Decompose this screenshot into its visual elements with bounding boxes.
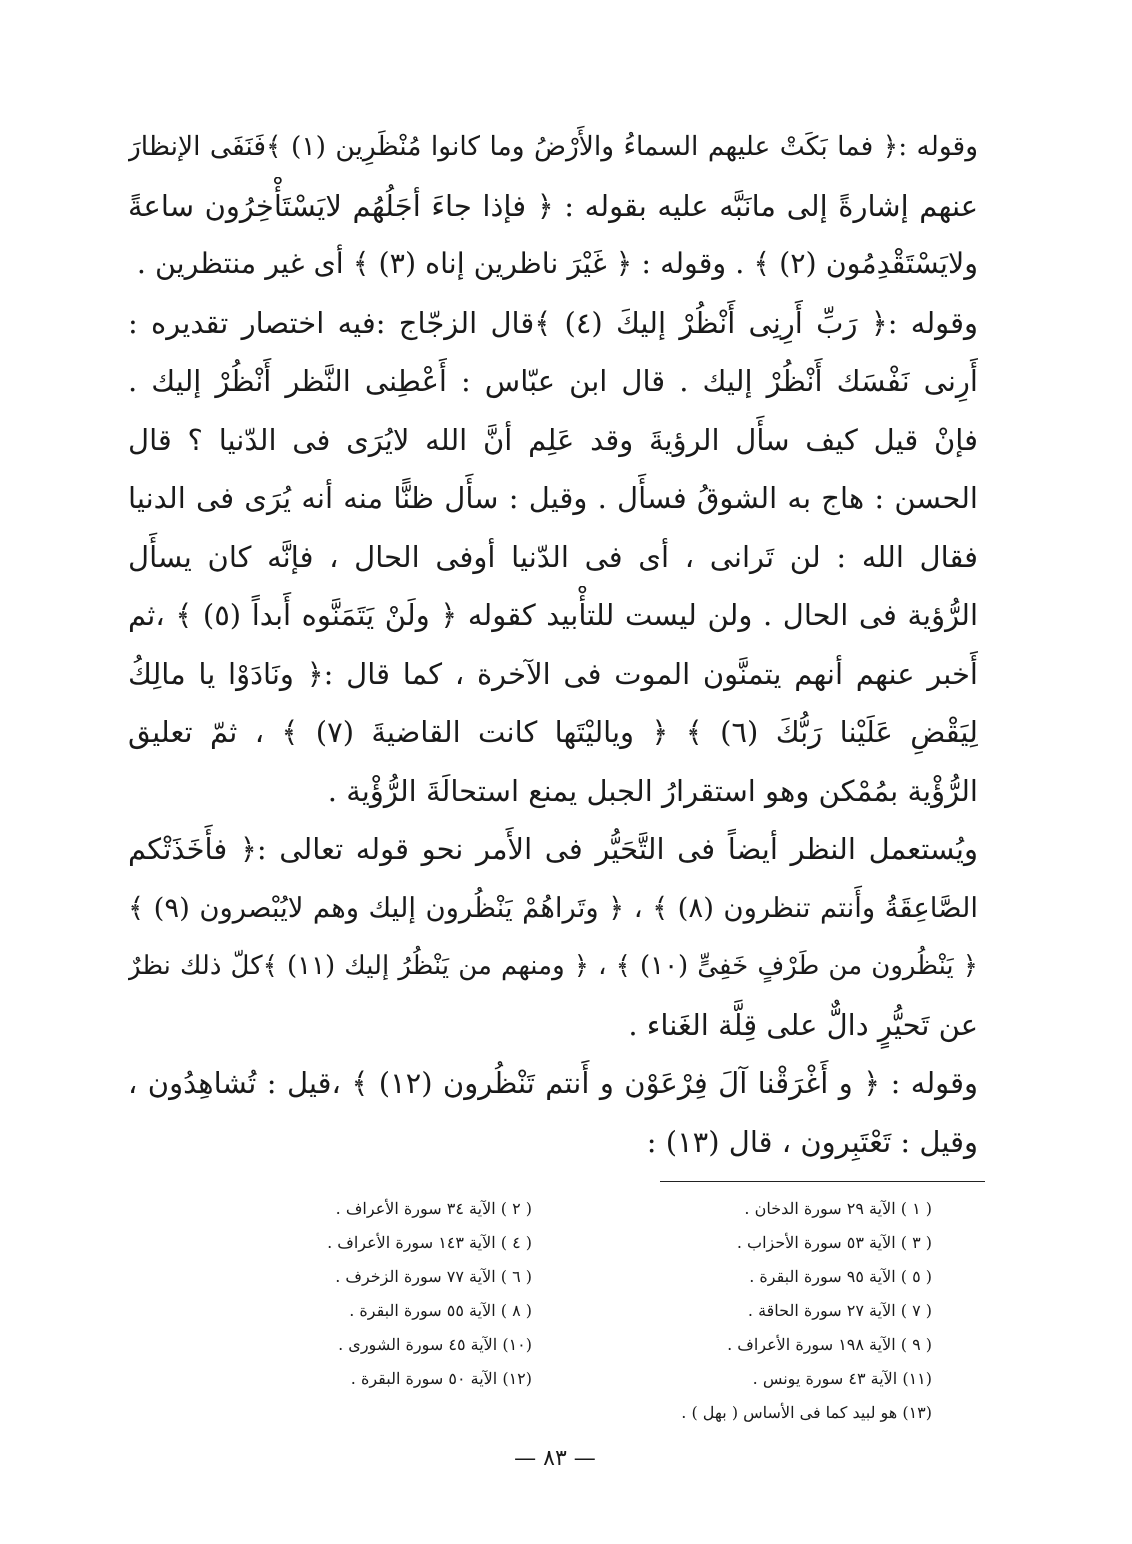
footnote-6: ( ٦ ) الآية ٧٧ سورة الزخرف . (335, 1267, 532, 1286)
text-line-12: الرُّؤْية بمُمْكن وهو استقرارُ الجبل يمنع استحالَةَ الرُّؤْية . (327, 773, 978, 808)
text-line-10: أَخبر عنهم أنهم يتمنَّون الموت فى الآخرة ، كما قال :﴿ ونَادَوْا يا مالِكُ (128, 656, 978, 691)
text-line-17: وقوله : ﴿ و أَغْرَقْنا آلَ فِرْعَوْن و أَنتم تَنْظُرون (١٢) ﴾ ،قيل : تُشاهِدُون ، (128, 1066, 978, 1100)
footnote-2: ( ٢ ) الآية ٣٤ سورة الأعراف . (335, 1199, 532, 1218)
text-line-9: الرُّؤية فى الحال . ولن ليست للتأْبيد كقوله ﴿ ولَنْ يَتَمَنَّوه أَبداً (٥) ﴾ ،ثم (128, 598, 978, 632)
text-line-1: وقوله :﴿ فما بَكَتْ عليهم السماءُ والأَرْضُ وما كانوا مُنْظَرِين (١) ﴾فَنَفَى الإنظارَ (128, 131, 978, 162)
footnote-11: (١١) الآية ٤٣ سورة يونس . (752, 1369, 932, 1388)
text-line-2: عنهم إشارةً إلى مانَبَّه عليه بقوله : ﴿ فإذا جاءَ أجَلُهُم لايَسْتَأْخِرُون ساعةً (128, 188, 978, 223)
footnotes-left-column (250, 1192, 532, 1396)
footnote-9: ( ٩ ) الآية ١٩٨ سورة الأعراف . (727, 1335, 932, 1354)
footnote-1: ( ١ ) الآية ٢٩ سورة الدخان . (744, 1199, 932, 1218)
text-line-6: فإنْ قيل كيف سأَل الرؤيةَ وقد عَلِم أنَّ الله لايُرَى فى الدّنيا ؟ قال (128, 422, 978, 457)
page-number: — ٨٣ — (514, 1446, 596, 1471)
footnotes-right-column (600, 1192, 932, 1430)
text-line-5: أَرِنى نَفْسَك أَنْظُرْ إليك . قال ابن عبّاس : أَعْطِنى النَّظر أَنْظُرْ إليك . (128, 364, 978, 398)
footnote-divider (660, 1181, 985, 1182)
text-line-13: ويُستعمل النظر أيضاً فى التَّحَيُّر فى الأَمر نحو قوله تعالى :﴿ فأَخَذَتْكم (128, 832, 978, 866)
footnote-10: (١٠) الآية ٤٥ سورة الشورى . (338, 1335, 532, 1354)
text-line-18: وقيل : تَعْتَبِرون ، قال (١٣) : (646, 1124, 978, 1159)
main-text (128, 118, 978, 1171)
footnote-5: ( ٥ ) الآية ٩٥ سورة البقرة . (749, 1267, 932, 1286)
footnote-4: ( ٤ ) الآية ١٤٣ سورة الأعراف . (327, 1233, 532, 1252)
text-line-7: الحسن : هاج به الشوقُ فسأَل . وقيل : سأَل ظنًّا منه أنه يُرَى فى الدنيا (128, 481, 978, 515)
footnote-12: (١٢) الآية ٥٠ سورة البقرة . (350, 1369, 532, 1388)
text-line-15: ﴿ يَنْظُرون من طَرْفٍ خَفِىٍّ (١٠) ﴾ ، ﴿ ومنهم من يَنْظُرُ إليك (١١) ﴾كلّ ذلك نظرٌ (128, 951, 978, 981)
footnote-13: (١٣) هو لبيد كما فى الأساس ( بهل ) . (681, 1403, 932, 1422)
text-line-14: الصَّاعِقَةُ وأَنتم تنظرون (٨) ﴾ ، ﴿ وتَراهُمْ يَنْظُرون إليك وهم لايُبْصرون (٩) ﴾ (128, 891, 978, 924)
text-line-8: فقال الله : لن تَرانى ، أى فى الدّنيا أوفى الحال ، فإنَّه كان يسأَل (128, 539, 978, 574)
text-line-3: ولايَسْتَقْدِمُون (٢) ﴾ . وقوله : ﴿ غَيْرَ ناظرين إناه (٣) ﴾ أى غير منتظرين . (136, 247, 978, 280)
footnote-8: ( ٨ ) الآية ٥٥ سورة البقرة . (349, 1301, 532, 1320)
text-line-4: وقوله :﴿ رَبِّ أَرِنِى أَنْظُرْ إليكَ (٤) ﴾قال الزجّاج :فيه اختصار تقديره : (128, 305, 978, 340)
text-line-16: عن تَحيُّرٍ دالٌّ على قِلَّة الغَناء . (628, 1007, 978, 1042)
text-line-11: لِيَقْضِ عَلَيْنا رَبُّكَ (٦) ﴾ ﴿ وياليْتَها كانت القاضيةَ (٧) ﴾ ، ثمّ تعليق (128, 715, 978, 749)
footnote-7: ( ٧ ) الآية ٢٧ سورة الحاقة . (747, 1301, 932, 1320)
footnote-3: ( ٣ ) الآية ٥٣ سورة الأحزاب . (736, 1233, 932, 1252)
